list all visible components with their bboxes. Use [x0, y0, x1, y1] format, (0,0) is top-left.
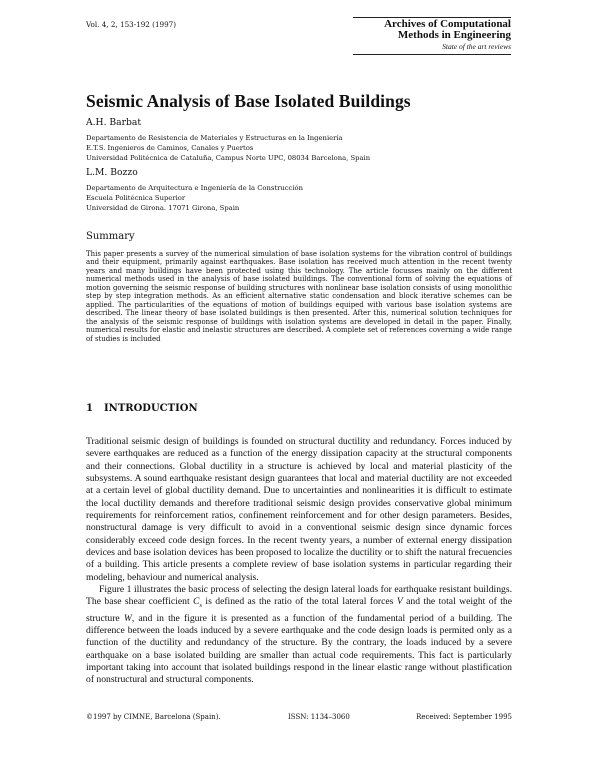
section-body: [86, 436, 512, 687]
affiliation-line: E.T.S. Ingenieros de Caminos, Canales y Puertos: [86, 144, 254, 152]
author-affiliation: [86, 133, 370, 163]
footer-copyright: ©1997 by CIMNE, Barcelona (Spain).: [86, 713, 221, 721]
author-name: A.H. Barbat: [86, 117, 142, 128]
math-symbol: $C_s$: [193, 596, 202, 610]
masthead-top-rule: [353, 17, 511, 18]
affiliation-line: Departamento de Arquitectura e Ingeniería de la Construcción: [86, 184, 303, 192]
footer-issn: ISSN: 1134–3060: [288, 713, 350, 721]
math-symbol: W: [123, 612, 132, 624]
math-symbol: V: [396, 596, 403, 608]
author-affiliation: [86, 183, 303, 213]
summary-heading: Summary: [86, 231, 135, 242]
footer-received: Received: September 1995: [416, 713, 512, 721]
section-title: INTRODUCTION: [104, 403, 198, 414]
affiliation-line: Universidad de Girona. 17071 Girona, Spain: [86, 204, 240, 212]
body-paragraph: Traditional seismic design of buildings is founded on structural ductility and redundancy. Forces induced by severe earthquakes are reduced as a function of the energy dissipation capacity at the structural components and their connections. Global ductility in a structure is achieved by local and material plasticity of the subsystems. A sound earthquake resistant design guarantees that local and material ductility are not exceeded at a certain level of global ductility demand. Due to uncertainties and nonlinearities it is difficult to estimate the local ductility demands and therefore traditional seismic design provides conservative global minimum requirements for reinforcement ratios, confinement reinforcement and for other design parameters. Besides, nonstructural damage is very difficult to avoid in a conventional seismic design since dynamic forces considerably exceed code design forces. In the recent twenty years, a number of external energy dissipation devices and base isolation devices has been proposed to localize the ductility or to shift the natural frecuencies of a building. This article presents a complete review of base isolation systems in particular regarding their modeling, behaviour and numerical analysis.: [86, 436, 512, 583]
author-name: L.M. Bozzo: [86, 167, 138, 178]
journal-name-line2: Methods in Engineering: [397, 29, 511, 41]
affiliation-line: Escuela Politécnica Superior: [86, 194, 186, 202]
affiliation-line: Universidad Politécnica de Cataluña, Campus Norte UPC, 08034 Barcelona, Spain: [86, 154, 371, 162]
affiliation-line: Departamento de Resistencia de Materiales y Estructuras en la Ingeniería: [86, 134, 343, 142]
section-number: 1: [86, 403, 93, 414]
summary-abstract: This paper presents a survey of the numerical simulation of base isolation systems for the vibration control of buildings and their equipment, primarily against earthquakes. Base isolation has received much attention in the recent twenty years and many buildings have been protected using this technology. The article focusses mainly on the different numerical methods used in the analysis of base isolated buildings. The conventional form of solving the equations of motion governing the seismic response of building structures with nonlinear base isolation consists of using monolithic step by step integration methods. As an efficient alternative static condensation and block iterative schemes can be applied. The particularities of the equations of motion of buildings equiped with various base isolation systems are described. The linear theory of base isolated buildings is then presented. After this, numerical solution techniques for the analysis of the seismic response of buildings with isolation systems are developed in detail in the paper. Finally, numerical results for elastic and inelastic structures are described. A complete set of references coverning a wide range of studies is included: [86, 250, 512, 343]
journal-subtitle: State of the art reviews: [442, 42, 511, 51]
journal-citation: Vol. 4, 2, 153-192 (1997): [86, 20, 177, 29]
journal-name-line1: Archives of Computational: [384, 18, 511, 30]
paper-title: Seismic Analysis of Base Isolated Buildings: [86, 91, 411, 111]
section-heading: [86, 403, 198, 414]
journal-masthead: [353, 19, 511, 55]
body-paragraph: Figure 1 illustrates the basic process of selecting the design lateral loads for earthquake resistant buildings. The base shear coefficient $C_s$ is defined as the ratio of the total lateral forces V and the total weight of the structure W, and in the figure it is presented as a function of the fundamental period of a building. The difference between the loads induced by a severe earthquake and the code design loads is permited only as a function of the ductility and redundancy of the structure. By the contrary, the loads induced by a severe earthquake on a base isolated building are smaller than actual code requirements. This fact is particularly important taking into account that isolated buildings respond in the linear elastic range without plastification of nonstructural and structural components.: [86, 584, 512, 686]
